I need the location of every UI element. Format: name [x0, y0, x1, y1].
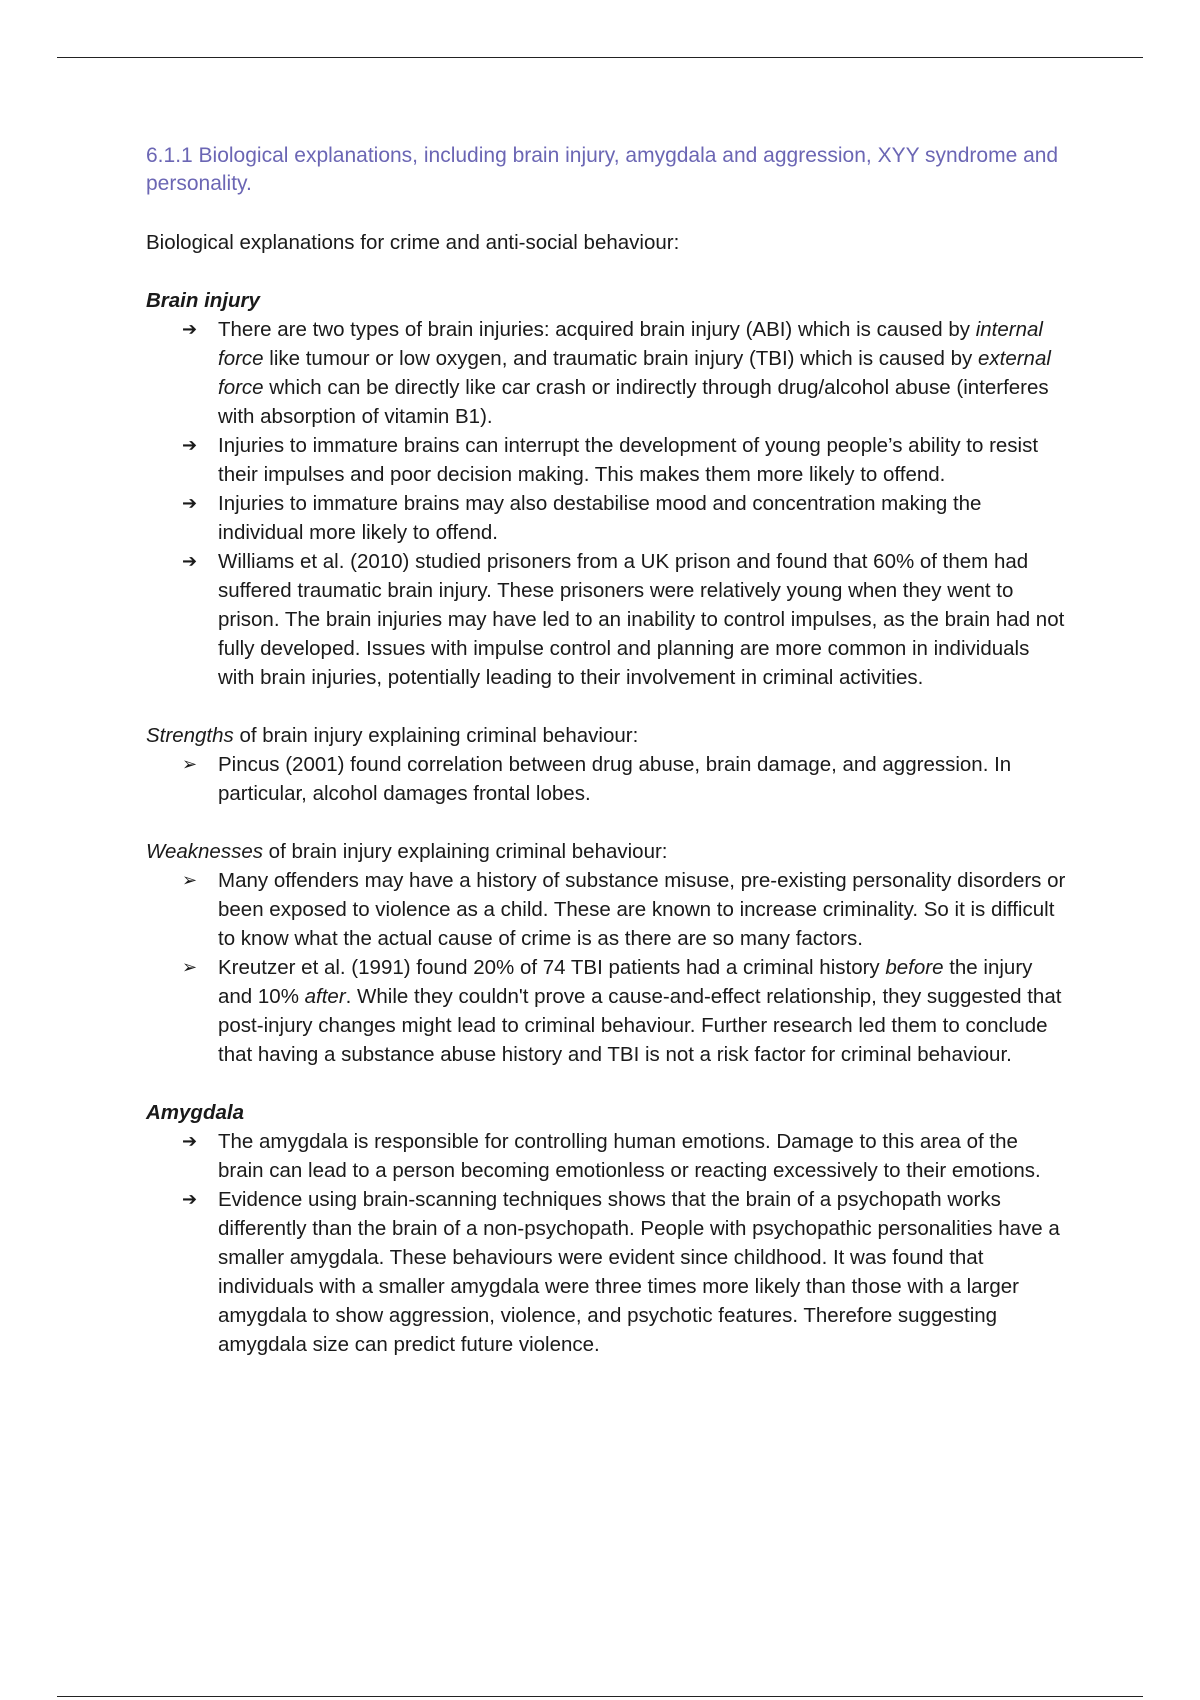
- list-item-text: Injuries to immature brains can interrupt the development of young people’s ability to resist their impulses and poor decision making. This makes them more likely to offend.: [218, 434, 1039, 486]
- footer-rule: [57, 1696, 1143, 1697]
- spacer: [146, 1069, 1066, 1098]
- strengths-label: Strengths: [146, 724, 234, 747]
- list-item: [146, 1127, 1066, 1185]
- list-item: [146, 431, 1066, 489]
- list-item: [146, 1185, 1066, 1359]
- document-body: [146, 142, 1066, 1359]
- list-item-text: like tumour or low oxygen, and traumatic brain injury (TBI) which is caused by: [263, 347, 978, 370]
- arrow-bullet-icon: ➔: [182, 1131, 198, 1151]
- spacer: [146, 692, 1066, 721]
- chevron-bullet-icon: ➢: [182, 870, 198, 890]
- intro-text: Biological explanations for crime and anti-social behaviour:: [146, 231, 680, 254]
- list-item-text: which can be directly like car crash or indirectly through drug/alcohol abuse (interferes with absorption of vitamin B1).: [218, 376, 1049, 428]
- list-item: [146, 489, 1066, 547]
- list-item-emphasis: external force: [218, 347, 1051, 399]
- brain-injury-title: Brain injury: [146, 289, 260, 312]
- amygdala-title: Amygdala: [146, 1101, 244, 1124]
- arrow-bullet-icon: ➔: [182, 493, 198, 513]
- chevron-bullet-icon: ➢: [182, 957, 198, 977]
- list-item-text: There are two types of brain injuries: acquired brain injury (ABI) which is caused by: [218, 318, 976, 341]
- list-item: [146, 953, 1066, 1069]
- header-rule: [57, 57, 1143, 58]
- list-item-text: the injury and 10%: [218, 956, 1033, 1008]
- amygdala-list: [146, 1127, 1066, 1359]
- weaknesses-label: Weaknesses: [146, 840, 263, 863]
- list-item-emphasis: internal force: [218, 318, 1043, 370]
- list-item: [146, 750, 1066, 808]
- list-item-text: Williams et al. (2010) studied prisoners from a UK prison and found that 60% of them had suffered traumatic brain injury. These prisoners were relatively young when they went to prison. The brain injuries may have led to an inability to control impulses, as the brain had not fully developed. Issues with impulse control and planning are more common in individuals with brain injuries, potentially leading to their involvement in criminal activities.: [218, 550, 1065, 689]
- section-heading: 6.1.1 Biological explanations, including brain injury, amygdala and aggression, XYY syndrome and personality.: [146, 144, 1059, 195]
- list-item-text: . While they couldn't prove a cause-and-effect relationship, they suggested that post-injury changes might lead to criminal behaviour. Further research led them to conclude that having a substance abuse history and TBI is not a risk factor for criminal behaviour.: [218, 985, 1062, 1066]
- list-item-text: Injuries to immature brains may also destabilise mood and concentration making the individual more likely to offend.: [218, 492, 982, 544]
- arrow-bullet-icon: ➔: [182, 551, 198, 571]
- chevron-bullet-icon: ➢: [182, 754, 198, 774]
- arrow-bullet-icon: ➔: [182, 319, 198, 339]
- weaknesses-heading-text: of brain injury explaining criminal behaviour:: [262, 840, 668, 863]
- brain-injury-list: [146, 315, 1066, 692]
- list-item: [146, 547, 1066, 692]
- arrow-bullet-icon: ➔: [182, 1189, 198, 1209]
- strengths-heading: [146, 721, 1066, 750]
- list-item-emphasis: after: [304, 985, 346, 1008]
- weaknesses-list: [146, 866, 1066, 1069]
- spacer: [146, 808, 1066, 837]
- list-item-text: Pincus (2001) found correlation between drug abuse, brain damage, and aggression. In particular, alcohol damages frontal lobes.: [218, 753, 1012, 805]
- list-item: [146, 315, 1066, 431]
- list-item-text: Kreutzer et al. (1991) found 20% of 74 TBI patients had a criminal history: [218, 956, 886, 979]
- list-item-text: Evidence using brain-scanning techniques shows that the brain of a psychopath works differently than the brain of a non-psychopath. People with psychopathic personalities have a smaller amygdala. These behaviours were evident since childhood. It was found that individuals with a smaller amygdala were three times more likely than those with a larger amygdala to show aggression, violence, and psychotic features. Therefore suggesting amygdala size can predict future violence.: [218, 1188, 1060, 1356]
- strengths-heading-text: of brain injury explaining criminal behaviour:: [233, 724, 639, 747]
- list-item-emphasis: before: [885, 956, 944, 979]
- weaknesses-heading: [146, 837, 1066, 866]
- list-item-text: The amygdala is responsible for controlling human emotions. Damage to this area of the brain can lead to a person becoming emotionless or reacting excessively to their emotions.: [218, 1130, 1041, 1182]
- list-item-text: Many offenders may have a history of substance misuse, pre-existing personality disorders or been exposed to violence as a child. These are known to increase criminality. So it is difficult to know what the actual cause of crime is as there are so many factors.: [218, 869, 1066, 950]
- strengths-list: [146, 750, 1066, 808]
- arrow-bullet-icon: ➔: [182, 435, 198, 455]
- list-item: [146, 866, 1066, 953]
